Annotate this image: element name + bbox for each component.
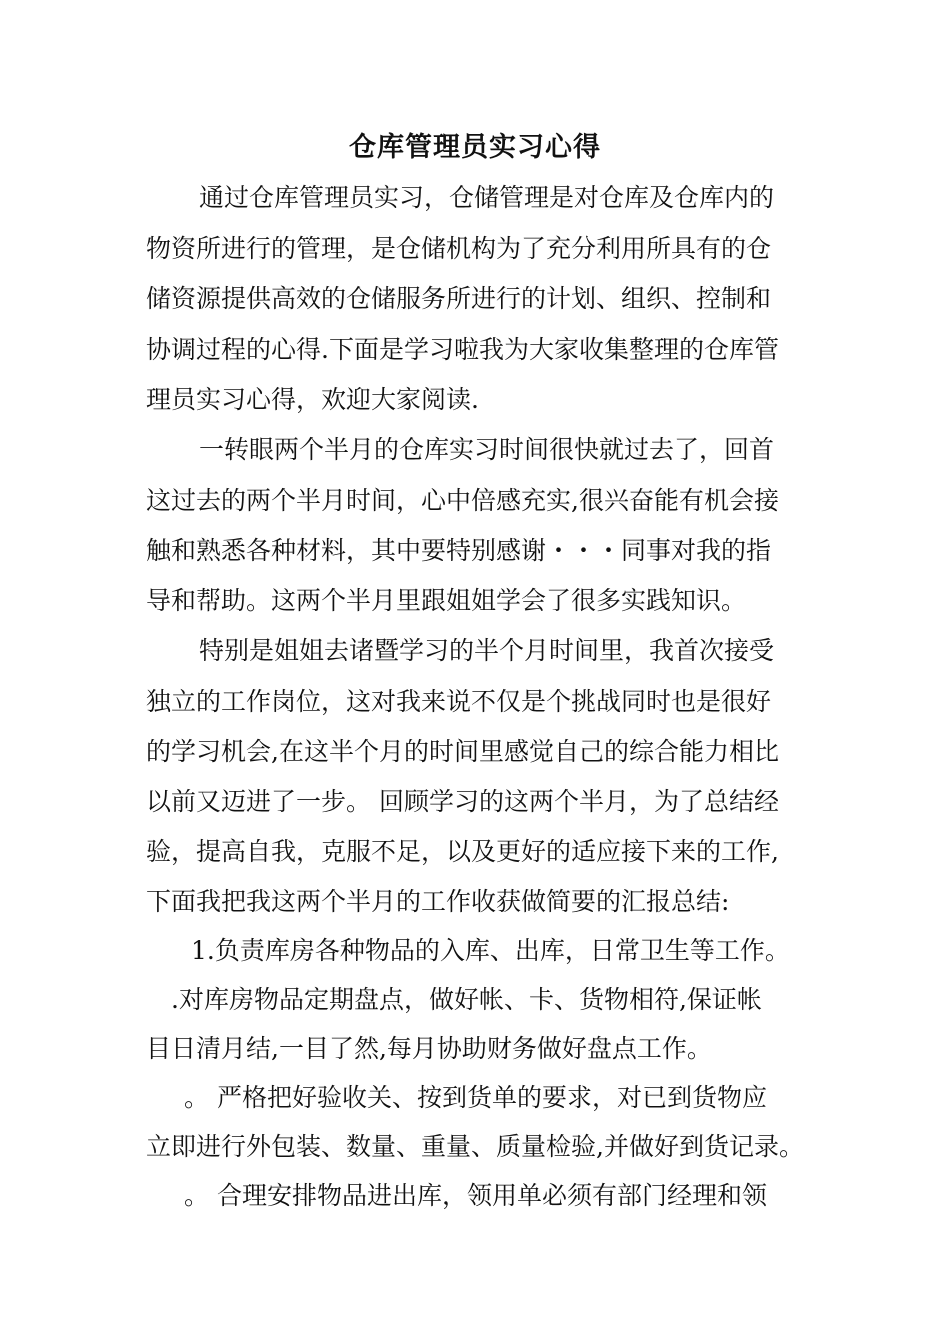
paragraph-line: 验，提高自我，克服不足，以及更好的适应接下来的工作, (146, 837, 779, 866)
paragraph-line: 通过仓库管理员实习，仓储管理是对仓库及仓库内的 (199, 183, 775, 212)
paragraph-line: 这过去的两个半月时间，心中倍感充实,很兴奋能有机会接 (146, 486, 779, 515)
paragraph-line: 以前又迈进了一步。 回顾学习的这两个半月，为了总结经 (146, 787, 779, 816)
paragraph-line: 的学习机会,在这半个月的时间里感觉自己的综合能力相比 (146, 737, 779, 766)
paragraph-line: 理员实习心得，欢迎大家阅读. (146, 385, 479, 414)
list-item-line: 目日清月结,一目了然,每月协助财务做好盘点工作。 (146, 1034, 712, 1063)
paragraph-line: 协调过程的心得.下面是学习啦我为大家收集整理的仓库管 (146, 335, 779, 364)
paragraph-line: 独立的工作岗位，这对我来说不仅是个挑战同时也是很好 (146, 687, 772, 716)
page-title: 仓库管理员实习心得 (349, 132, 601, 163)
paragraph-line: 特别是姐姐去诸暨学习的半个月时间里，我首次接受 (199, 636, 775, 665)
list-item-line: 立即进行外包装、数量、重量、质量检验,并做好到货记录。 (146, 1132, 804, 1161)
paragraph-line: 触和熟悉各种材料，其中要特别感谢・・・同事对我的指 (146, 536, 772, 565)
list-item-line: 。 合理安排物品进出库，领用单必须有部门经理和领 (184, 1181, 767, 1210)
list-item-line: 。 严格把好验收关、按到货单的要求，对已到货物应 (184, 1083, 767, 1112)
paragraph-line: 下面我把我这两个半月的工作收获做简要的汇报总结: (146, 887, 730, 916)
paragraph-line: 储资源提供高效的仓储服务所进行的计划、组织、控制和 (146, 284, 772, 313)
paragraph-line: 一转眼两个半月的仓库实习时间很快就过去了，回首 (199, 435, 775, 464)
list-item-line: .对库房物品定期盘点，做好帐、卡、货物相符,保证帐 (171, 985, 762, 1014)
paragraph-line: 导和帮助。这两个半月里跟姐姐学会了很多实践知识。 (146, 586, 747, 615)
paragraph-line: 物资所进行的管理，是仓储机构为了充分利用所具有的仓 (146, 234, 772, 263)
list-item-line: 1.负责库房各种物品的入库、出库，日常卫生等工作。 (191, 936, 790, 965)
